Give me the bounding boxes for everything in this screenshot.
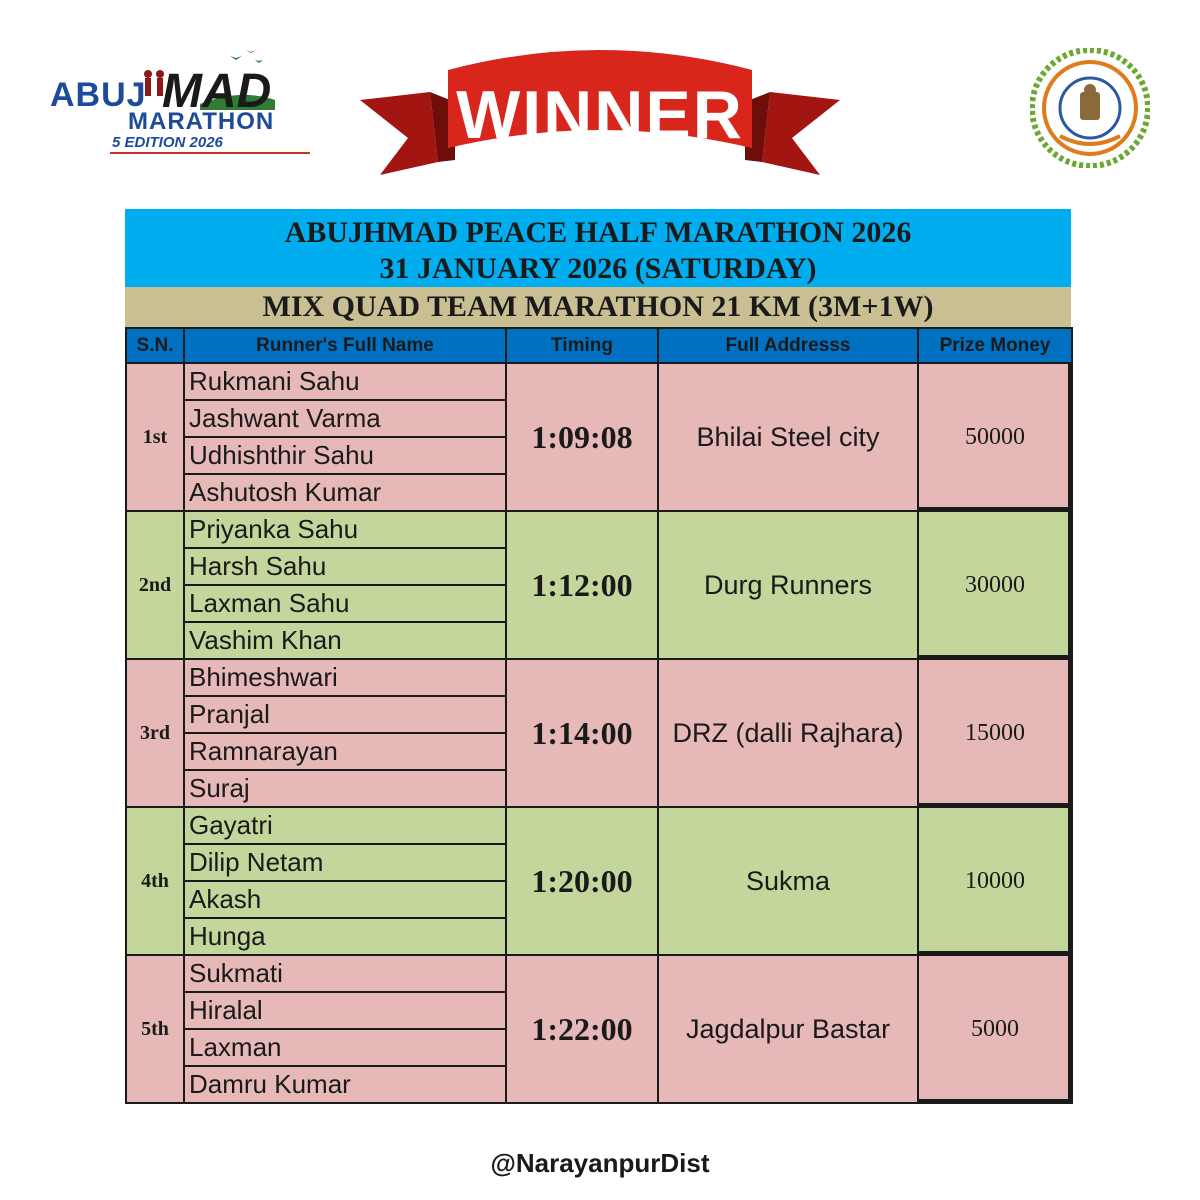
rank-cell: 5th: [126, 955, 184, 1103]
timing-cell: 1:14:00: [506, 659, 658, 807]
runner-name: Laxman: [184, 1029, 506, 1066]
runner-name: Dilip Netam: [184, 844, 506, 881]
prize-cell: 50000: [918, 363, 1072, 511]
prize-cell: 5000: [918, 955, 1072, 1103]
rank-cell: 2nd: [126, 511, 184, 659]
winner-title: WINNER: [456, 77, 744, 153]
winner-ribbon: [360, 30, 840, 190]
table-row: [126, 955, 1072, 992]
runner-name: Suraj: [184, 770, 506, 807]
government-emblem-icon: [1030, 48, 1150, 168]
timing-cell: 1:09:08: [506, 363, 658, 511]
runner-name: Ramnarayan: [184, 733, 506, 770]
runner-name: Damru Kumar: [184, 1066, 506, 1103]
table-header-row: [126, 328, 1072, 363]
runner-name: Ashutosh Kumar: [184, 474, 506, 511]
runner-name: Laxman Sahu: [184, 585, 506, 622]
logo-edition-text: 5 EDITION 2026: [112, 134, 223, 151]
rank-cell: 3rd: [126, 659, 184, 807]
address-cell: Sukma: [658, 807, 918, 955]
runner-name: Jashwant Varma: [184, 400, 506, 437]
abujhmad-marathon-logo: [50, 48, 280, 158]
prize-cell: 15000: [918, 659, 1072, 807]
logo-abuj-text: ABUJ: [50, 76, 147, 114]
timing-cell: 1:20:00: [506, 807, 658, 955]
table-row: [126, 511, 1072, 548]
header-runner-name: Runner's Full Name: [184, 328, 506, 363]
runner-name: Sukmati: [184, 955, 506, 992]
prize-cell: 10000: [918, 807, 1072, 955]
runner-name: Vashim Khan: [184, 622, 506, 659]
timing-cell: 1:12:00: [506, 511, 658, 659]
header-prize: Prize Money: [918, 328, 1072, 363]
rank-cell: 4th: [126, 807, 184, 955]
prize-cell: 30000: [918, 511, 1072, 659]
event-title-banner: [125, 209, 1071, 287]
category-title: MIX QUAD TEAM MARATHON 21 KM (3M+1W): [125, 287, 1071, 327]
runner-name: Harsh Sahu: [184, 548, 506, 585]
address-cell: Bhilai Steel city: [658, 363, 918, 511]
runner-name: Akash: [184, 881, 506, 918]
runner-name: Hiralal: [184, 992, 506, 1029]
header-sn: S.N.: [126, 328, 184, 363]
rank-cell: 1st: [126, 363, 184, 511]
logo-underline: [110, 152, 310, 154]
timing-cell: 1:22:00: [506, 955, 658, 1103]
social-handle: @NarayanpurDist: [490, 1148, 710, 1178]
runner-name: Rukmani Sahu: [184, 363, 506, 400]
runner-name: Gayatri: [184, 807, 506, 844]
results-table: [125, 327, 1073, 1104]
event-title: ABUJHMAD PEACE HALF MARATHON 2026: [284, 216, 912, 249]
chhattisgarh-government-seal: [1030, 48, 1150, 168]
runner-name: Priyanka Sahu: [184, 511, 506, 548]
runner-name: Hunga: [184, 918, 506, 955]
logo-mad-text: MAD: [162, 65, 272, 118]
address-cell: DRZ (dalli Rajhara): [658, 659, 918, 807]
table-row: [126, 807, 1072, 844]
runner-name: Bhimeshwari: [184, 659, 506, 696]
event-date: 31 JANUARY 2026 (SATURDAY): [379, 252, 817, 285]
runner-name: Udhishthir Sahu: [184, 437, 506, 474]
address-cell: Jagdalpur Bastar: [658, 955, 918, 1103]
header-timing: Timing: [506, 328, 658, 363]
logo-marathon-text: MARATHON: [128, 108, 275, 135]
header-address: Full Addresss: [658, 328, 918, 363]
table-row: [126, 659, 1072, 696]
table-row: [126, 363, 1072, 400]
runner-name: Pranjal: [184, 696, 506, 733]
address-cell: Durg Runners: [658, 511, 918, 659]
